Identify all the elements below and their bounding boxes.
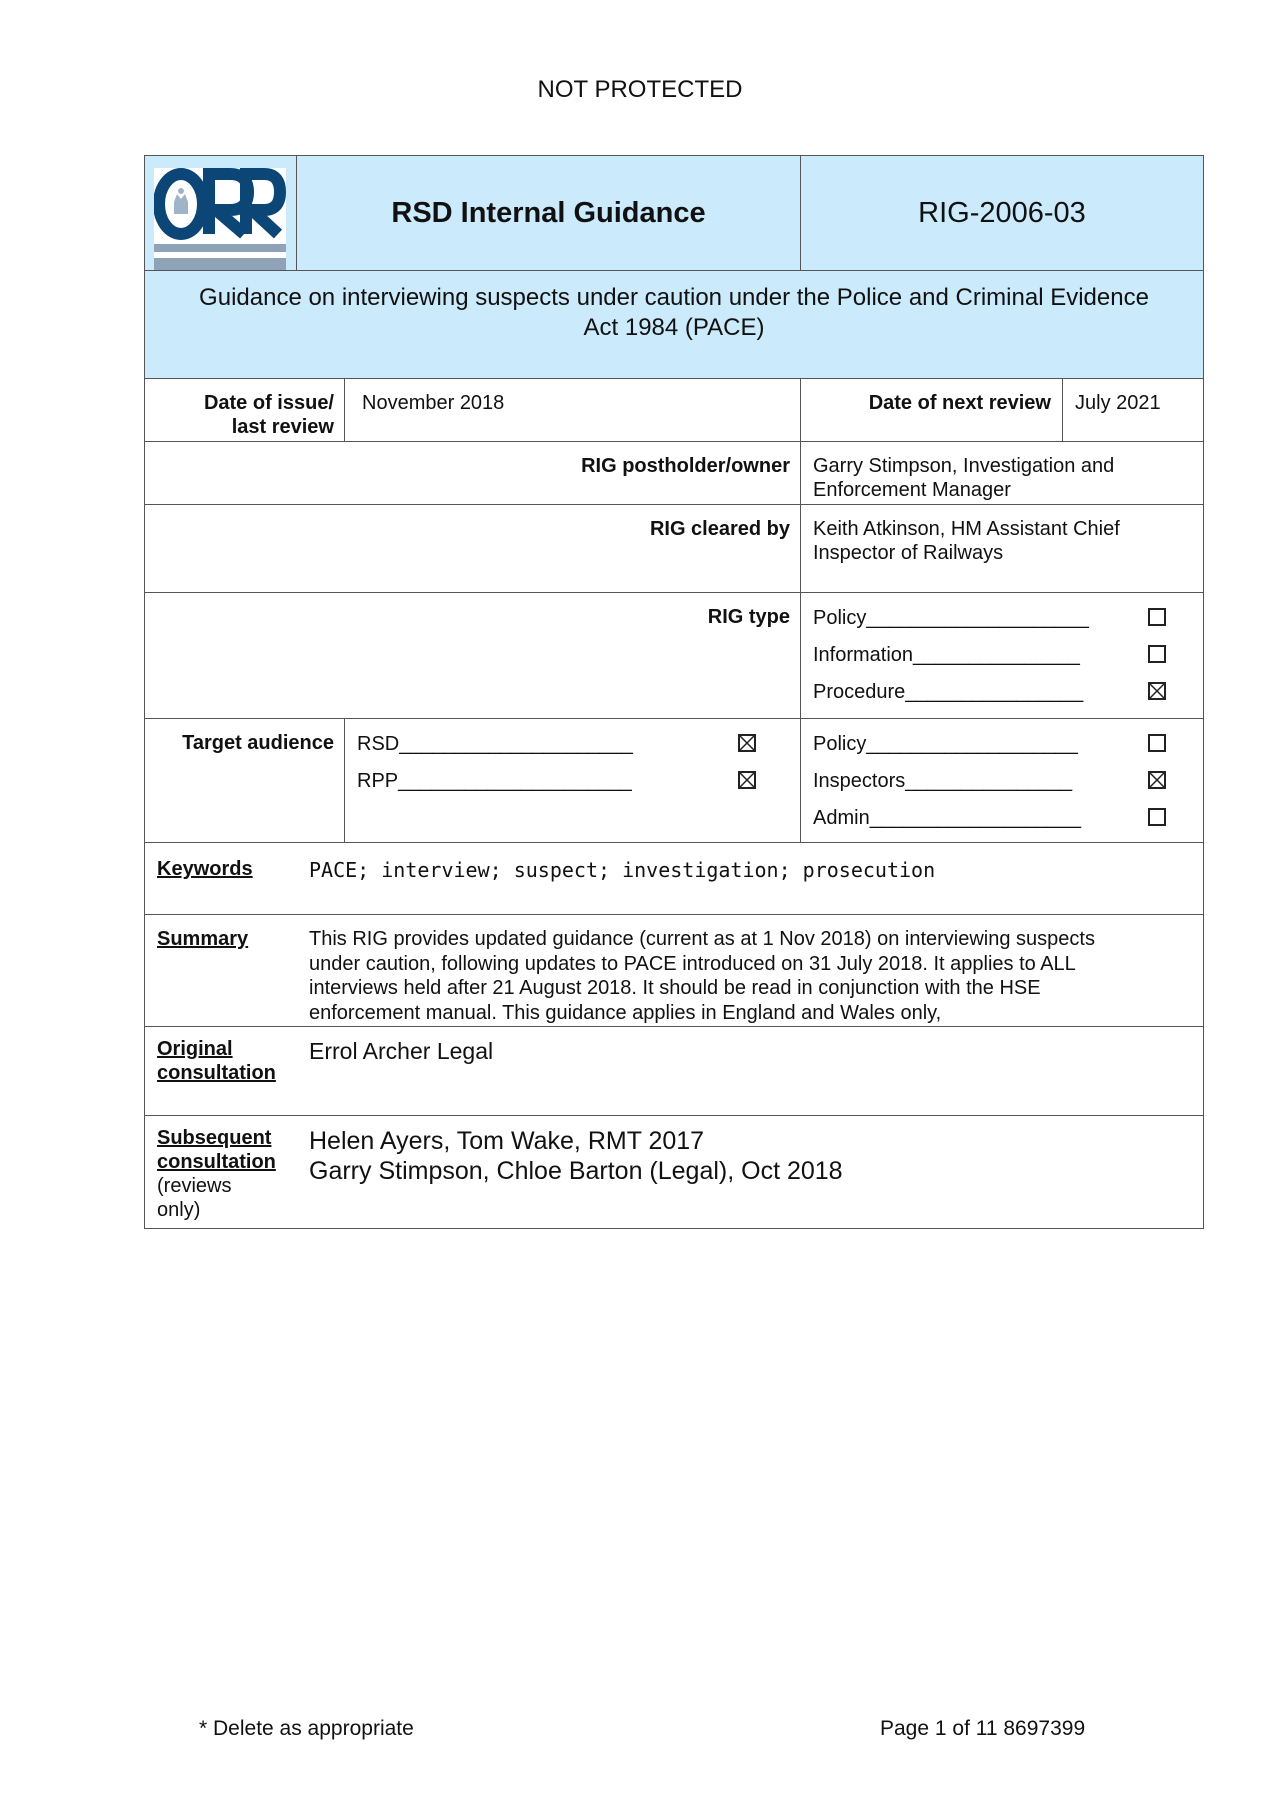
postholder-value-line1: Garry Stimpson, Investigation and (813, 455, 1115, 477)
rig-type-option-procedure: Procedure________________ (813, 681, 1084, 703)
audience-rpp-checkbox[interactable] (738, 771, 756, 789)
audience-policy-checkbox[interactable] (1148, 734, 1166, 752)
postholder-value-cell (800, 441, 1204, 505)
target-audience-label: Target audience (182, 732, 334, 754)
target-audience-right-cell (800, 718, 1204, 843)
subsequent-consultation-note-line2: only) (157, 1199, 201, 1221)
audience-admin-checkbox[interactable] (1148, 808, 1166, 826)
audience-inspectors-checkbox[interactable] (1148, 771, 1166, 789)
rig-type-label-cell (144, 592, 801, 719)
rig-number: RIG-2006-03 (918, 196, 1086, 229)
rig-type-policy-checkbox[interactable] (1148, 608, 1166, 626)
rig-number-cell (800, 155, 1204, 271)
summary-text (309, 927, 1095, 1025)
summary-line: interviews held after 21 August 2018. It should be read in conjunction with the HSE (309, 977, 1041, 999)
logo-cell (144, 155, 297, 271)
subsequent-consultation-row (144, 1115, 1204, 1229)
rig-type-option-policy: Policy____________________ (813, 607, 1089, 629)
target-audience-left-cell (344, 718, 801, 843)
audience-option-rpp: RPP_____________________ (357, 770, 632, 792)
protective-marking: NOT PROTECTED (537, 76, 743, 103)
audience-rsd-checkbox[interactable] (738, 734, 756, 752)
summary-line: under caution, following updates to PACE introduced on 31 July 2018. It applies to ALL (309, 952, 1076, 975)
audience-option-rsd: RSD_____________________ (357, 733, 633, 755)
next-review-value: July 2021 (1075, 392, 1161, 414)
subsequent-consultation-value-line1: Helen Ayers, Tom Wake, RMT 2017 (309, 1127, 705, 1155)
subsequent-consultation-label (157, 1126, 276, 1222)
cleared-by-label: RIG cleared by (649, 518, 790, 540)
audience-option-policy: Policy___________________ (813, 733, 1078, 755)
postholder-label: RIG postholder/owner (581, 455, 790, 477)
cleared-by-value-line1: Keith Atkinson, HM Assistant Chief (813, 518, 1120, 540)
next-review-label: Date of next review (868, 392, 1051, 414)
issue-date-value-cell (344, 378, 801, 442)
subtitle-cell (144, 270, 1204, 379)
keywords-value: PACE; interview; suspect; investigation; prosecution (309, 858, 936, 882)
footer-page-info: Page 1 of 11 8697399 (880, 1717, 1086, 1740)
rig-type-options-cell (800, 592, 1204, 719)
rig-type-information-checkbox[interactable] (1148, 645, 1166, 663)
document-subtitle-line1: Guidance on interviewing suspects under caution under the Police and Criminal Evidence (199, 284, 1149, 311)
checked-x-icon (740, 773, 754, 787)
cleared-by-value-cell (800, 504, 1204, 593)
audience-option-inspectors: Inspectors_______________ (813, 770, 1073, 792)
subsequent-consultation-note-line1: (reviews (157, 1175, 232, 1197)
checked-x-icon (740, 736, 754, 750)
issue-date-label-line1: Date of issue/ (203, 392, 334, 414)
issue-date-label-cell (144, 378, 345, 442)
rig-type-label: RIG type (707, 606, 790, 628)
rig-type-procedure-checkbox[interactable] (1148, 682, 1166, 700)
issue-date-value: November 2018 (362, 392, 505, 414)
keywords-label: Keywords (157, 858, 253, 880)
next-review-label-cell (800, 378, 1063, 442)
original-consultation-row (144, 1026, 1204, 1116)
document-type-cell (296, 155, 801, 271)
keywords-row (144, 842, 1204, 915)
audience-option-admin: Admin___________________ (813, 807, 1082, 829)
cleared-by-label-cell (144, 504, 801, 593)
issue-date-label-line2: last review (231, 416, 334, 438)
original-consultation-label-line2: consultation (157, 1062, 276, 1084)
document-subtitle-line2: Act 1984 (PACE) (583, 314, 765, 341)
subsequent-consultation-value (309, 1126, 843, 1186)
summary-row (144, 914, 1204, 1027)
rig-type-option-information: Information_______________ (813, 644, 1080, 666)
summary-line: enforcement manual. This guidance applies in England and Wales only, (309, 1001, 942, 1024)
original-consultation-value: Errol Archer Legal (309, 1038, 494, 1064)
postholder-label-cell (144, 441, 801, 505)
footer-note: * Delete as appropriate (199, 1717, 414, 1740)
cleared-by-value-line2: Inspector of Railways (813, 542, 1004, 564)
orr-logo-icon (154, 168, 286, 272)
orr-logo (154, 168, 286, 272)
summary-label: Summary (157, 928, 249, 950)
target-audience-label-cell (144, 718, 345, 843)
summary-line: This RIG provides updated guidance (current as at 1 Nov 2018) on interviewing suspects (309, 928, 1095, 950)
subsequent-consultation-value-line2: Garry Stimpson, Chloe Barton (Legal), Oct 2018 (309, 1157, 843, 1185)
original-consultation-label-line1: Original (157, 1038, 233, 1060)
subsequent-consultation-label-line1: Subsequent (157, 1127, 272, 1149)
checked-x-icon (1150, 684, 1164, 698)
postholder-value-line2: Enforcement Manager (813, 479, 1011, 501)
document-type-title: RSD Internal Guidance (391, 196, 706, 229)
original-consultation-label (157, 1037, 276, 1085)
subsequent-consultation-label-line2: consultation (157, 1151, 276, 1173)
checked-x-icon (1150, 773, 1164, 787)
next-review-value-cell (1062, 378, 1204, 442)
